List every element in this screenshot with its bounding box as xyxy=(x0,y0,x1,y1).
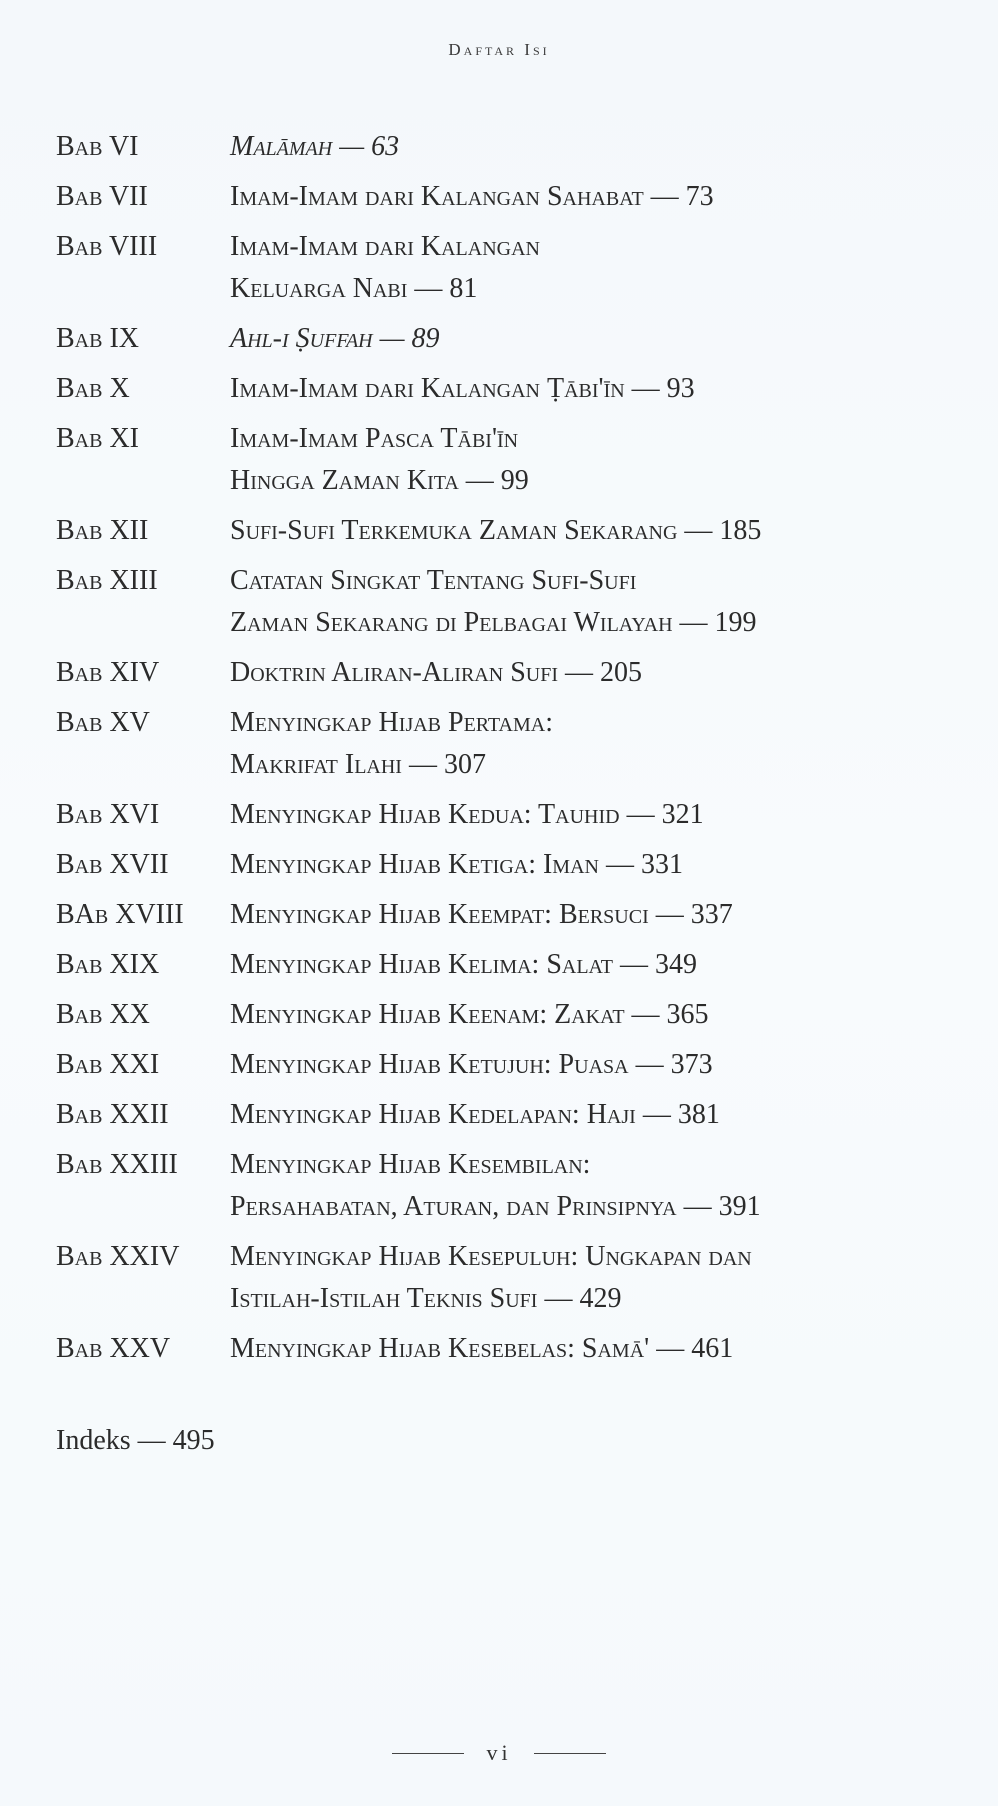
toc-entry xyxy=(56,652,956,694)
chapter-title xyxy=(230,794,956,836)
toc-entry xyxy=(56,702,956,786)
chapter-title xyxy=(230,126,956,168)
toc-entry xyxy=(56,176,956,218)
chapter-number: Bab XVII xyxy=(56,849,169,880)
chapter-title-line: Imam-Imam Pasca Tābi'īn xyxy=(230,423,519,454)
chapter-title-line: Persahabatan, Aturan, dan Prinsipnya — 391 xyxy=(230,1191,761,1222)
chapter-title xyxy=(230,994,956,1036)
chapter-title-line: Ahl-i Ṣuffah — 89 xyxy=(230,323,440,354)
toc-entry xyxy=(56,418,956,502)
toc-entry xyxy=(56,794,956,836)
chapter-title xyxy=(230,702,956,786)
chapter-title-line: Malāmah — 63 xyxy=(230,131,400,162)
chapter-title-line: Keluarga Nabi — 81 xyxy=(230,273,478,304)
chapter-number: Bab XX xyxy=(56,999,150,1030)
chapter-number: Bab VI xyxy=(56,131,139,162)
chapter-number: BAb XVIII xyxy=(56,899,184,930)
toc-entry xyxy=(56,1236,956,1320)
chapter-title-line: Menyingkap Hijab Kelima: Salat — 349 xyxy=(230,949,697,980)
page-footer xyxy=(0,1740,998,1766)
chapter-number: Bab XIX xyxy=(56,949,160,980)
chapter-title xyxy=(230,368,956,410)
running-head: Daftar Isi xyxy=(448,40,550,59)
chapter-number: Bab XIII xyxy=(56,565,158,596)
chapter-title-line: Menyingkap Hijab Ketiga: Iman — 331 xyxy=(230,849,683,880)
toc-entry xyxy=(56,994,956,1036)
table-of-contents xyxy=(56,126,956,1378)
chapter-number: Bab XXV xyxy=(56,1333,171,1364)
chapter-title-line: Menyingkap Hijab Kedelapan: Haji — 381 xyxy=(230,1099,720,1130)
chapter-number: Bab XXI xyxy=(56,1049,160,1080)
chapter-title xyxy=(230,944,956,986)
index-entry: Indeks — 495 xyxy=(56,1425,215,1456)
chapter-number: Bab XVI xyxy=(56,799,160,830)
chapter-title xyxy=(230,894,956,936)
chapter-number: Bab XII xyxy=(56,515,149,546)
chapter-title-line: Zaman Sekarang di Pelbagai Wilayah — 199 xyxy=(230,607,757,638)
chapter-title xyxy=(230,844,956,886)
chapter-number: Bab XI xyxy=(56,423,140,454)
chapter-title-line: Doktrin Aliran-Aliran Sufi — 205 xyxy=(230,657,642,688)
toc-entry xyxy=(56,1144,956,1228)
toc-entry xyxy=(56,126,956,168)
chapter-title xyxy=(230,418,956,502)
chapter-title-line: Menyingkap Hijab Pertama: xyxy=(230,707,553,738)
chapter-number: Bab XXIV xyxy=(56,1241,180,1272)
footer-rule-left xyxy=(392,1753,464,1754)
chapter-title-line: Menyingkap Hijab Kesebelas: Samā' — 461 xyxy=(230,1333,734,1364)
toc-entry xyxy=(56,1044,956,1086)
toc-entry xyxy=(56,226,956,310)
toc-entry xyxy=(56,1094,956,1136)
chapter-number: Bab VIII xyxy=(56,231,158,262)
chapter-title xyxy=(230,510,956,552)
chapter-title xyxy=(230,1044,956,1086)
chapter-title-line: Imam-Imam dari Kalangan Ṭābi'īn — 93 xyxy=(230,373,695,404)
chapter-title-line: Makrifat Ilahi — 307 xyxy=(230,749,486,780)
chapter-number: Bab XV xyxy=(56,707,150,738)
chapter-title-line: Menyingkap Hijab Kesembilan: xyxy=(230,1149,591,1180)
chapter-title-line: Imam-Imam dari Kalangan Sahabat — 73 xyxy=(230,181,714,212)
chapter-title xyxy=(230,1094,956,1136)
toc-entry xyxy=(56,368,956,410)
chapter-title-line: Imam-Imam dari Kalangan xyxy=(230,231,540,262)
chapter-title xyxy=(230,560,956,644)
toc-entry xyxy=(56,1328,956,1370)
chapter-title xyxy=(230,318,956,360)
chapter-title-line: Catatan Singkat Tentang Sufi-Sufi xyxy=(230,565,637,596)
chapter-title xyxy=(230,176,956,218)
footer-rule-right xyxy=(534,1753,606,1754)
chapter-title-line: Hingga Zaman Kita — 99 xyxy=(230,465,529,496)
chapter-number: Bab X xyxy=(56,373,130,404)
chapter-title xyxy=(230,1144,956,1228)
chapter-number: Bab VII xyxy=(56,181,148,212)
chapter-title-line: Menyingkap Hijab Ketujuh: Puasa — 373 xyxy=(230,1049,713,1080)
chapter-title-line: Menyingkap Hijab Kedua: Tauhid — 321 xyxy=(230,799,704,830)
page-number: vi xyxy=(486,1740,512,1765)
chapter-title-line: Sufi-Sufi Terkemuka Zaman Sekarang — 185 xyxy=(230,515,762,546)
chapter-number: Bab XXIII xyxy=(56,1149,178,1180)
chapter-title xyxy=(230,226,956,310)
chapter-title xyxy=(230,1328,956,1370)
chapter-title xyxy=(230,1236,956,1320)
chapter-number: Bab XXII xyxy=(56,1099,169,1130)
toc-entry xyxy=(56,944,956,986)
chapter-number: Bab IX xyxy=(56,323,140,354)
chapter-number: Bab XIV xyxy=(56,657,160,688)
toc-entry xyxy=(56,844,956,886)
chapter-title-line: Menyingkap Hijab Keempat: Bersuci — 337 xyxy=(230,899,733,930)
toc-entry xyxy=(56,560,956,644)
chapter-title-line: Menyingkap Hijab Keenam: Zakat — 365 xyxy=(230,999,709,1030)
toc-entry xyxy=(56,894,956,936)
chapter-title xyxy=(230,652,956,694)
toc-entry xyxy=(56,510,956,552)
toc-entry xyxy=(56,318,956,360)
chapter-title-line: Menyingkap Hijab Kesepuluh: Ungkapan dan xyxy=(230,1241,752,1272)
chapter-title-line: Istilah-Istilah Teknis Sufi — 429 xyxy=(230,1283,622,1314)
